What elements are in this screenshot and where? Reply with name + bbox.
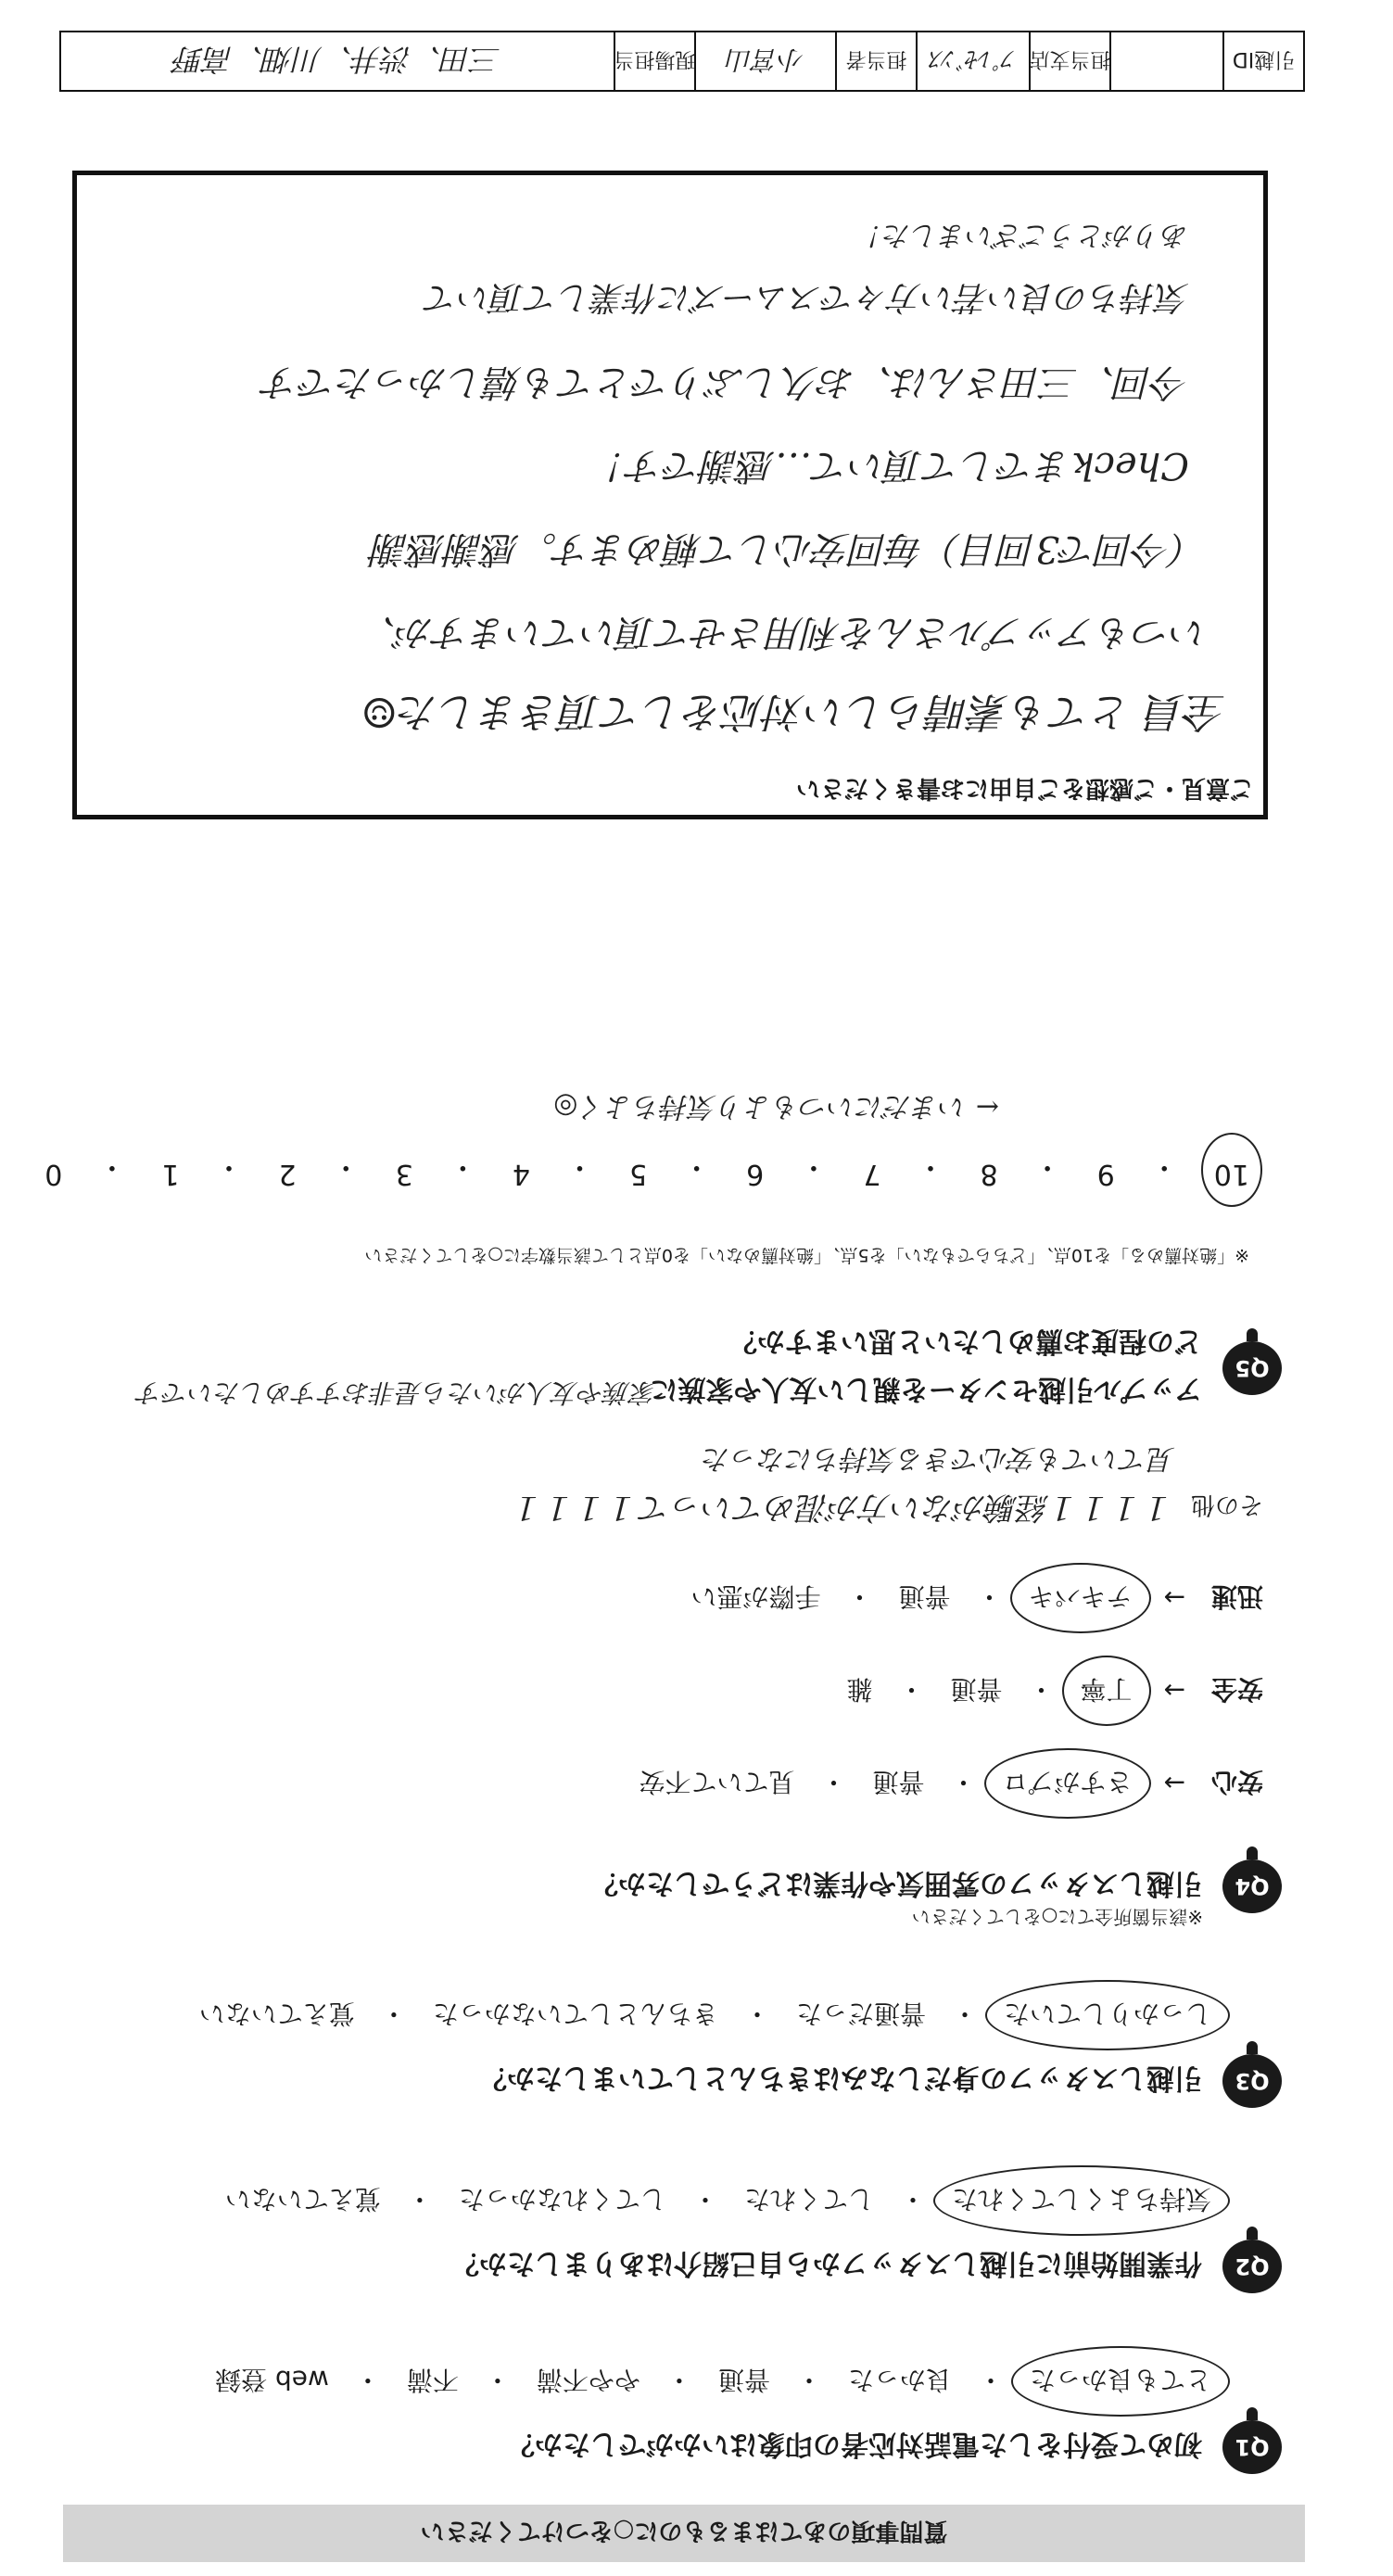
q1-option-3[interactable]: 普通 (717, 2365, 770, 2395)
q2-option-4[interactable]: 覚えていない (224, 2184, 381, 2214)
q2-option-3[interactable]: してくれなかった (458, 2184, 666, 2214)
q5-scale-8[interactable]: 8 (980, 1158, 998, 1190)
q4-anzen-option-3[interactable]: 雑 (846, 1674, 873, 1705)
q4-row-label: 安全 (1210, 1674, 1263, 1705)
comment-line-2: いつもアップルさんを利用させて頂いていますが、 (359, 611, 1208, 654)
footer-value-move-id[interactable] (1109, 32, 1222, 90)
q5-scale-4[interactable]: 4 (512, 1158, 530, 1190)
q2-option-2[interactable]: してくれた (743, 2184, 874, 2214)
footer-value-site[interactable]: 三田、渋井、川畑、高野 (174, 42, 501, 77)
footer-table (59, 31, 1305, 92)
comment-line-3: （今回で3回目）毎回安心して頼めます。感謝感謝 (371, 527, 1208, 570)
q4-row-label: 安心 (1210, 1767, 1263, 1797)
question-2 (451, 2240, 1282, 2293)
q1-text: 初めて受付をした電話対応者の印象はいかがでしたか？ (507, 2428, 1202, 2460)
q5-text-line1: アップル引越センターを親しい友人や家族に (650, 1373, 1202, 1405)
q5-scale-1[interactable]: 1 (161, 1158, 180, 1190)
comments-label: ご意見・ご感想をご自由にお書きください (795, 774, 1254, 802)
q3-option-3[interactable]: きちんとしていなかった (432, 1999, 718, 2029)
q1-option-2[interactable]: 良かった (847, 2365, 952, 2395)
footer-label-staff: 担当者 (835, 32, 916, 90)
footer-label-move-id: 引越ID (1222, 32, 1303, 90)
q5-scale-9[interactable]: 9 (1096, 1158, 1115, 1190)
q4-jinsoku-option-1[interactable]: テキパキ (1023, 1580, 1138, 1617)
q5-badge: Q5 (1222, 1341, 1282, 1395)
survey-sheet (44, 18, 1305, 2562)
arrow-right-icon: → (1163, 1768, 1185, 1799)
q4-badge: Q4 (1222, 1859, 1282, 1913)
q5-below-handwriting: ← いまだにいつもより気持ちよく◎ (553, 1090, 999, 1123)
q4-jinsoku-option-3[interactable]: 手際が悪い (690, 1581, 821, 1612)
q4-anshin-option-1[interactable]: さすがプロ (997, 1765, 1138, 1802)
q5-scale-10[interactable]: 10 (1214, 1149, 1249, 1190)
arrow-right-icon: → (1163, 1582, 1185, 1614)
q4-anshin-option-2[interactable]: 普通 (872, 1767, 925, 1797)
comment-line-5: 今回、三田さんは、お久しぶりでとても嬉しかったです (262, 361, 1189, 403)
q3-options: しっかりしていた ・ 普通だった ・ きちんとしていなかった ・ 覚えていない (194, 1997, 1217, 2034)
q5-scale-7[interactable]: 7 (863, 1158, 881, 1190)
q4-anzen-option-1[interactable]: 丁寧 (1075, 1672, 1138, 1709)
comment-line-4: Checkまでして頂いて…感謝です！ (589, 444, 1189, 487)
comment-line-6: 気持ちの良い若い方々でスムーズに作業して頂いて (424, 278, 1189, 316)
q4-row-jinsoku: 迅速 → テキパキ ・ 普通 ・ 手際が悪い (685, 1580, 1263, 1617)
q1-option-5[interactable]: 不満 (406, 2365, 459, 2395)
q3-text: 引越しスタッフの身だしなみはきちんとしていましたか？ (479, 2062, 1202, 2094)
q5-scale-3[interactable]: 3 (395, 1158, 413, 1190)
instruction-banner (63, 2505, 1305, 2562)
q5-scale-5[interactable]: 5 (629, 1158, 648, 1190)
comment-line-1: 全員 とても素晴らしい対応をして頂きました☺ (361, 688, 1226, 735)
q3-option-2[interactable]: 普通だった (795, 1999, 926, 2029)
q1-badge: Q1 (1222, 2420, 1282, 2474)
footer-value-branch[interactable]: ﾌﾟﾚｾﾞﾝｽ (916, 32, 1029, 90)
footer-label-site: 現場担当 (614, 32, 694, 90)
q5-scale-6[interactable]: 6 (746, 1158, 765, 1190)
q2-options: 気持ちよくしてくれた ・ してくれた ・ してくれなかった ・ 覚えていない (220, 2182, 1217, 2219)
question-3 (479, 2054, 1282, 2108)
comment-line-7: ありがとうございました！ (855, 219, 1189, 251)
q4-row-label: 迅速 (1210, 1581, 1263, 1612)
q5-text-line2: どの程度お薦めしたいと思いますか？ (729, 1325, 1202, 1357)
q2-text: 作業開始前に引越しスタッフから自己紹介はありましたか？ (451, 2247, 1202, 2279)
q4-note: ※該当箇所全てに○をしてください (911, 1906, 1203, 1928)
footer-value-staff[interactable]: 小宮山 (694, 32, 835, 90)
q4-other-label: その他 (1190, 1491, 1263, 1518)
q1-options: とても良かった ・ 良かった ・ 普通 ・ やや不満 ・ 不満 ・ web 登録 (209, 2363, 1217, 2400)
q5-scale-2[interactable]: 2 (278, 1158, 297, 1190)
q5-note: ※「絶対薦める」を10点、「どちらでもない」を5点、「絶対薦めない」を0点として該当数字に○をしてください (364, 1245, 1249, 1265)
q4-row-anzen: 安全 → 丁寧 ・ 普通 ・ 雑 (841, 1672, 1263, 1709)
comments-box (72, 171, 1268, 819)
q4-jinsoku-option-2[interactable]: 普通 (898, 1581, 951, 1612)
q4-anshin-option-3[interactable]: 見ていて不安 (639, 1767, 795, 1797)
instruction-text: 質問事項のあてはまるものに○をつけてください (420, 2517, 948, 2545)
q3-option-1[interactable]: しっかりしていた (998, 1997, 1217, 2034)
q1-option-6[interactable]: web 登録 (215, 2365, 329, 2395)
footer-label-branch: 担当支店 (1029, 32, 1109, 90)
q3-badge: Q3 (1222, 2054, 1282, 2108)
question-5 (651, 1324, 1283, 1413)
question-1 (507, 2420, 1282, 2474)
q1-option-1[interactable]: とても良かった (1024, 2363, 1217, 2400)
q5-scale-0[interactable]: 0 (44, 1158, 63, 1190)
q1-option-4[interactable]: やや不満 (536, 2365, 640, 2395)
q4-other-handwriting-2: 見ていても安心できる気持ちになった (703, 1442, 1175, 1475)
q2-badge: Q2 (1222, 2240, 1282, 2293)
q4-other-handwriting-1: １１１１経験がない方が混めていって１１１１ (513, 1489, 1175, 1526)
q4-row-anshin: 安心 → さすがプロ ・ 普通 ・ 見ていて不安 (633, 1765, 1263, 1802)
arrow-right-icon: → (1163, 1675, 1185, 1707)
q2-option-1[interactable]: 気持ちよくしてくれた (946, 2182, 1217, 2219)
q4-anzen-option-2[interactable]: 普通 (950, 1674, 1003, 1705)
q5-text-block (651, 1324, 1203, 1413)
q5-scale: 10 ・ 9 ・ 8 ・ 7 ・ 6 ・ 5 ・ 4 ・ 3 ・ 2 ・ 1 ・ 0 (44, 1150, 1249, 1190)
q5-side-handwriting: 家族や友人がいたら是非おすすめしたいです (136, 1377, 656, 1408)
q4-text: 引越しスタッフの雰囲気や作業はどうでしたか？ (590, 1867, 1202, 1899)
q3-option-4[interactable]: 覚えていない (198, 1999, 355, 2029)
